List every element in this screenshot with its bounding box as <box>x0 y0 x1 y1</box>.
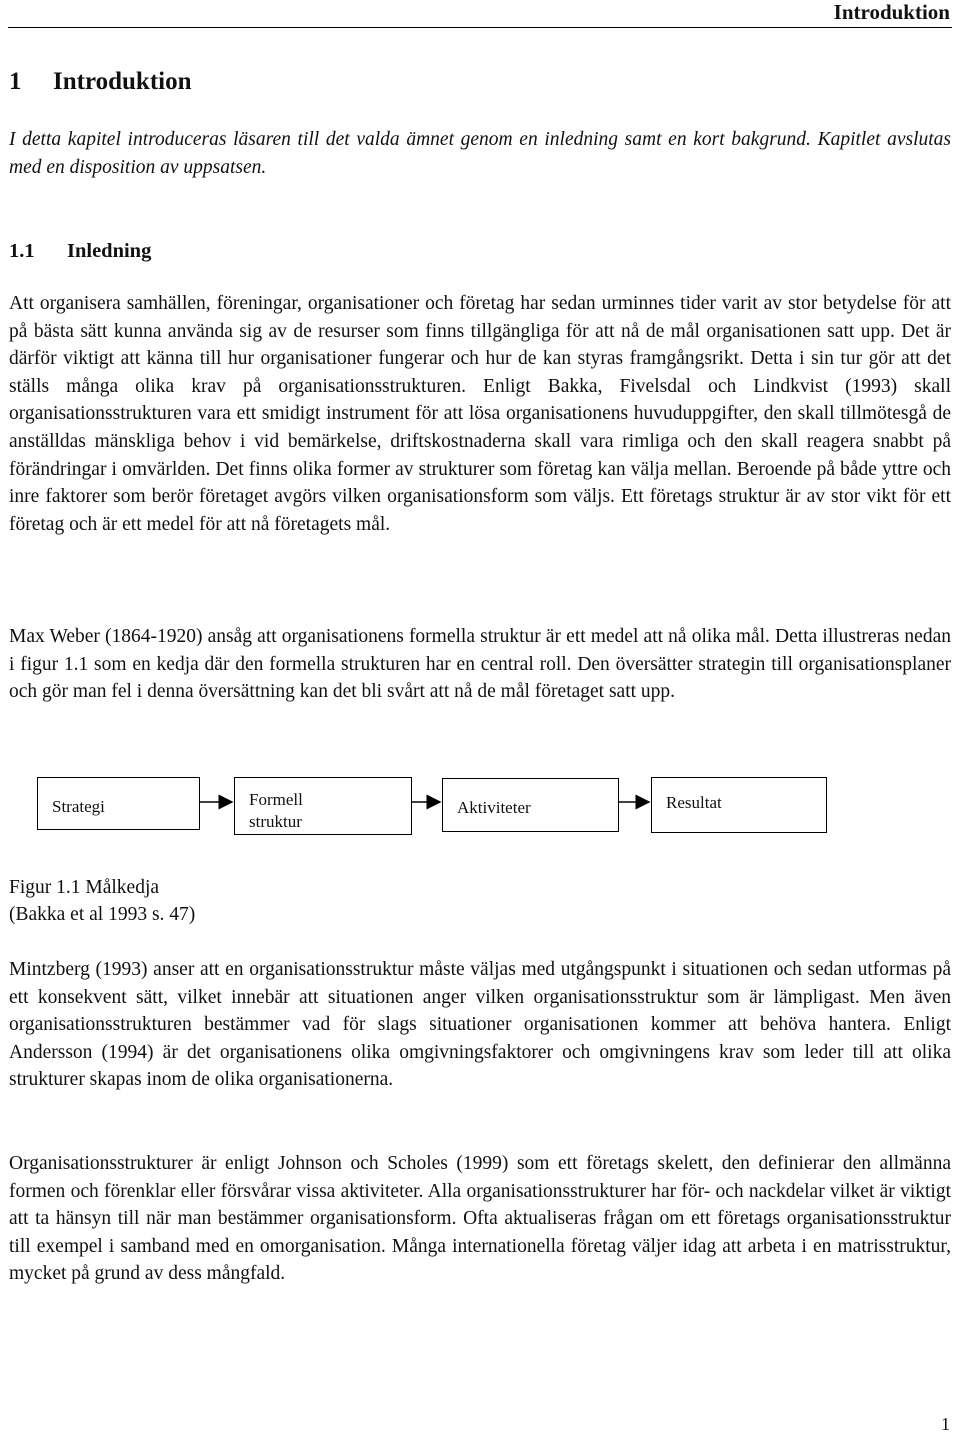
chapter-title: Introduktion <box>53 68 192 95</box>
box-strategi-label: Strategi <box>52 797 105 816</box>
figure-caption <box>9 874 195 928</box>
paragraph-1 <box>9 290 951 538</box>
box-aktiviteter <box>442 778 619 832</box>
paragraph-text: Organisationsstrukturer är enligt Johnson och Scholes (1999) som ett företags skelett, den definierar den allmänna formen och förenklar eller försvårar vissa aktiviteter. Alla organisationsstrukturer har för- och nackdelar vilket är viktigt att ta hänsyn till när man bestämmer organisationsform. Ofta aktualiseras frågan om ett företags organisationsstruktur till exempel i samband med en omorganisation. Många internationella företag väljer idag att arbeta i en matrisstruktur, mycket på grund av dess mångfald. <box>9 1153 951 1285</box>
running-header: Introduktion <box>833 0 950 24</box>
chapter-intro: I detta kapitel introduceras läsaren till det valda ämnet genom en inledning samt en kort bakgrund. Kapitlet avslutas med en disposition av uppsatsen. <box>9 129 951 178</box>
paragraph-2 <box>9 623 951 706</box>
chapter-heading <box>9 66 192 98</box>
box-aktiviteter-label: Aktiviteter <box>457 798 531 817</box>
figure-caption-source: (Bakka et al 1993 s. 47) <box>9 904 196 925</box>
box-formell-label-line1: Formell <box>249 790 303 809</box>
paragraph-text: Att organisera samhällen, föreningar, organisationer och företag har sedan urminnes tider varit av stor betydelse för att på bästa sätt kunna använda sig av de resurser som finns tillgängliga för att nå de mål organisationen satt upp. Det är därför viktigt att känna till hur organisationer fungerar och hur de kan styras framgångsrikt. Detta i sin tur gör att det ställs många olika krav på organisationsstrukturen. Enligt Bakka, Fivelsdal och Lindkvist (1993) skall organisationsstrukturen vara ett smidigt instrument för att lösa organisationens huvuduppgifter, den skall tillmötesgå de anställdas mänskliga behov i vid bemärkelse, driftskostnaderna skall vara rimliga och den skall reagera snabbt på förändringar i omvärlden. Det finns olika former av strukturer som företag kan välja mellan. Beroende på både yttre och inre faktorer som berör företaget avgörs vilken organisationsform som väljs. Ett företags struktur är av stor vikt för ett företag och är ett medel för att nå företagets mål. <box>9 293 951 535</box>
header-rule <box>8 27 952 28</box>
box-resultat <box>651 777 827 833</box>
figure-caption-title: Figur 1.1 Målkedja <box>9 877 160 898</box>
goal-chain-figure <box>0 770 960 850</box>
section-title: Inledning <box>67 240 152 262</box>
paragraph-text: Mintzberg (1993) anser att en organisationsstruktur måste väljas med utgångspunkt i situationen och sedan utformas på ett konsekvent sätt, vilket innebär att situationen anger vilken organisationsstruktur som är lämpligast. Men även organisationsstrukturen bestämmer vad för slags situationer organisationen kommer att behöva hantera. Enligt Andersson (1994) är det organisationens olika omgivningsfaktorer och omgivningens krav som leder till att olika strukturer skapas inom de olika organisationerna. <box>9 959 951 1091</box>
box-strategi <box>37 777 200 830</box>
section-number: 1.1 <box>9 240 35 262</box>
page-number: 1 <box>941 1414 950 1434</box>
paragraph-4 <box>9 1150 951 1288</box>
box-formell-struktur <box>234 777 412 835</box>
chapter-number: 1 <box>9 68 22 95</box>
section-heading <box>9 237 151 265</box>
paragraph-3 <box>9 956 951 1094</box>
paragraph-text: Max Weber (1864-1920) ansåg att organisationens formella struktur är ett medel att nå olika mål. Detta illustreras nedan i figur 1.1 som en kedja där den formella strukturen har en central roll. Den översätter strategin till organisationsplaner och gör man fel i denna översättning kan det bli svårt att nå de mål företaget satt upp. <box>9 626 951 703</box>
box-formell-label-line2: struktur <box>249 812 302 831</box>
box-resultat-label: Resultat <box>666 793 722 812</box>
